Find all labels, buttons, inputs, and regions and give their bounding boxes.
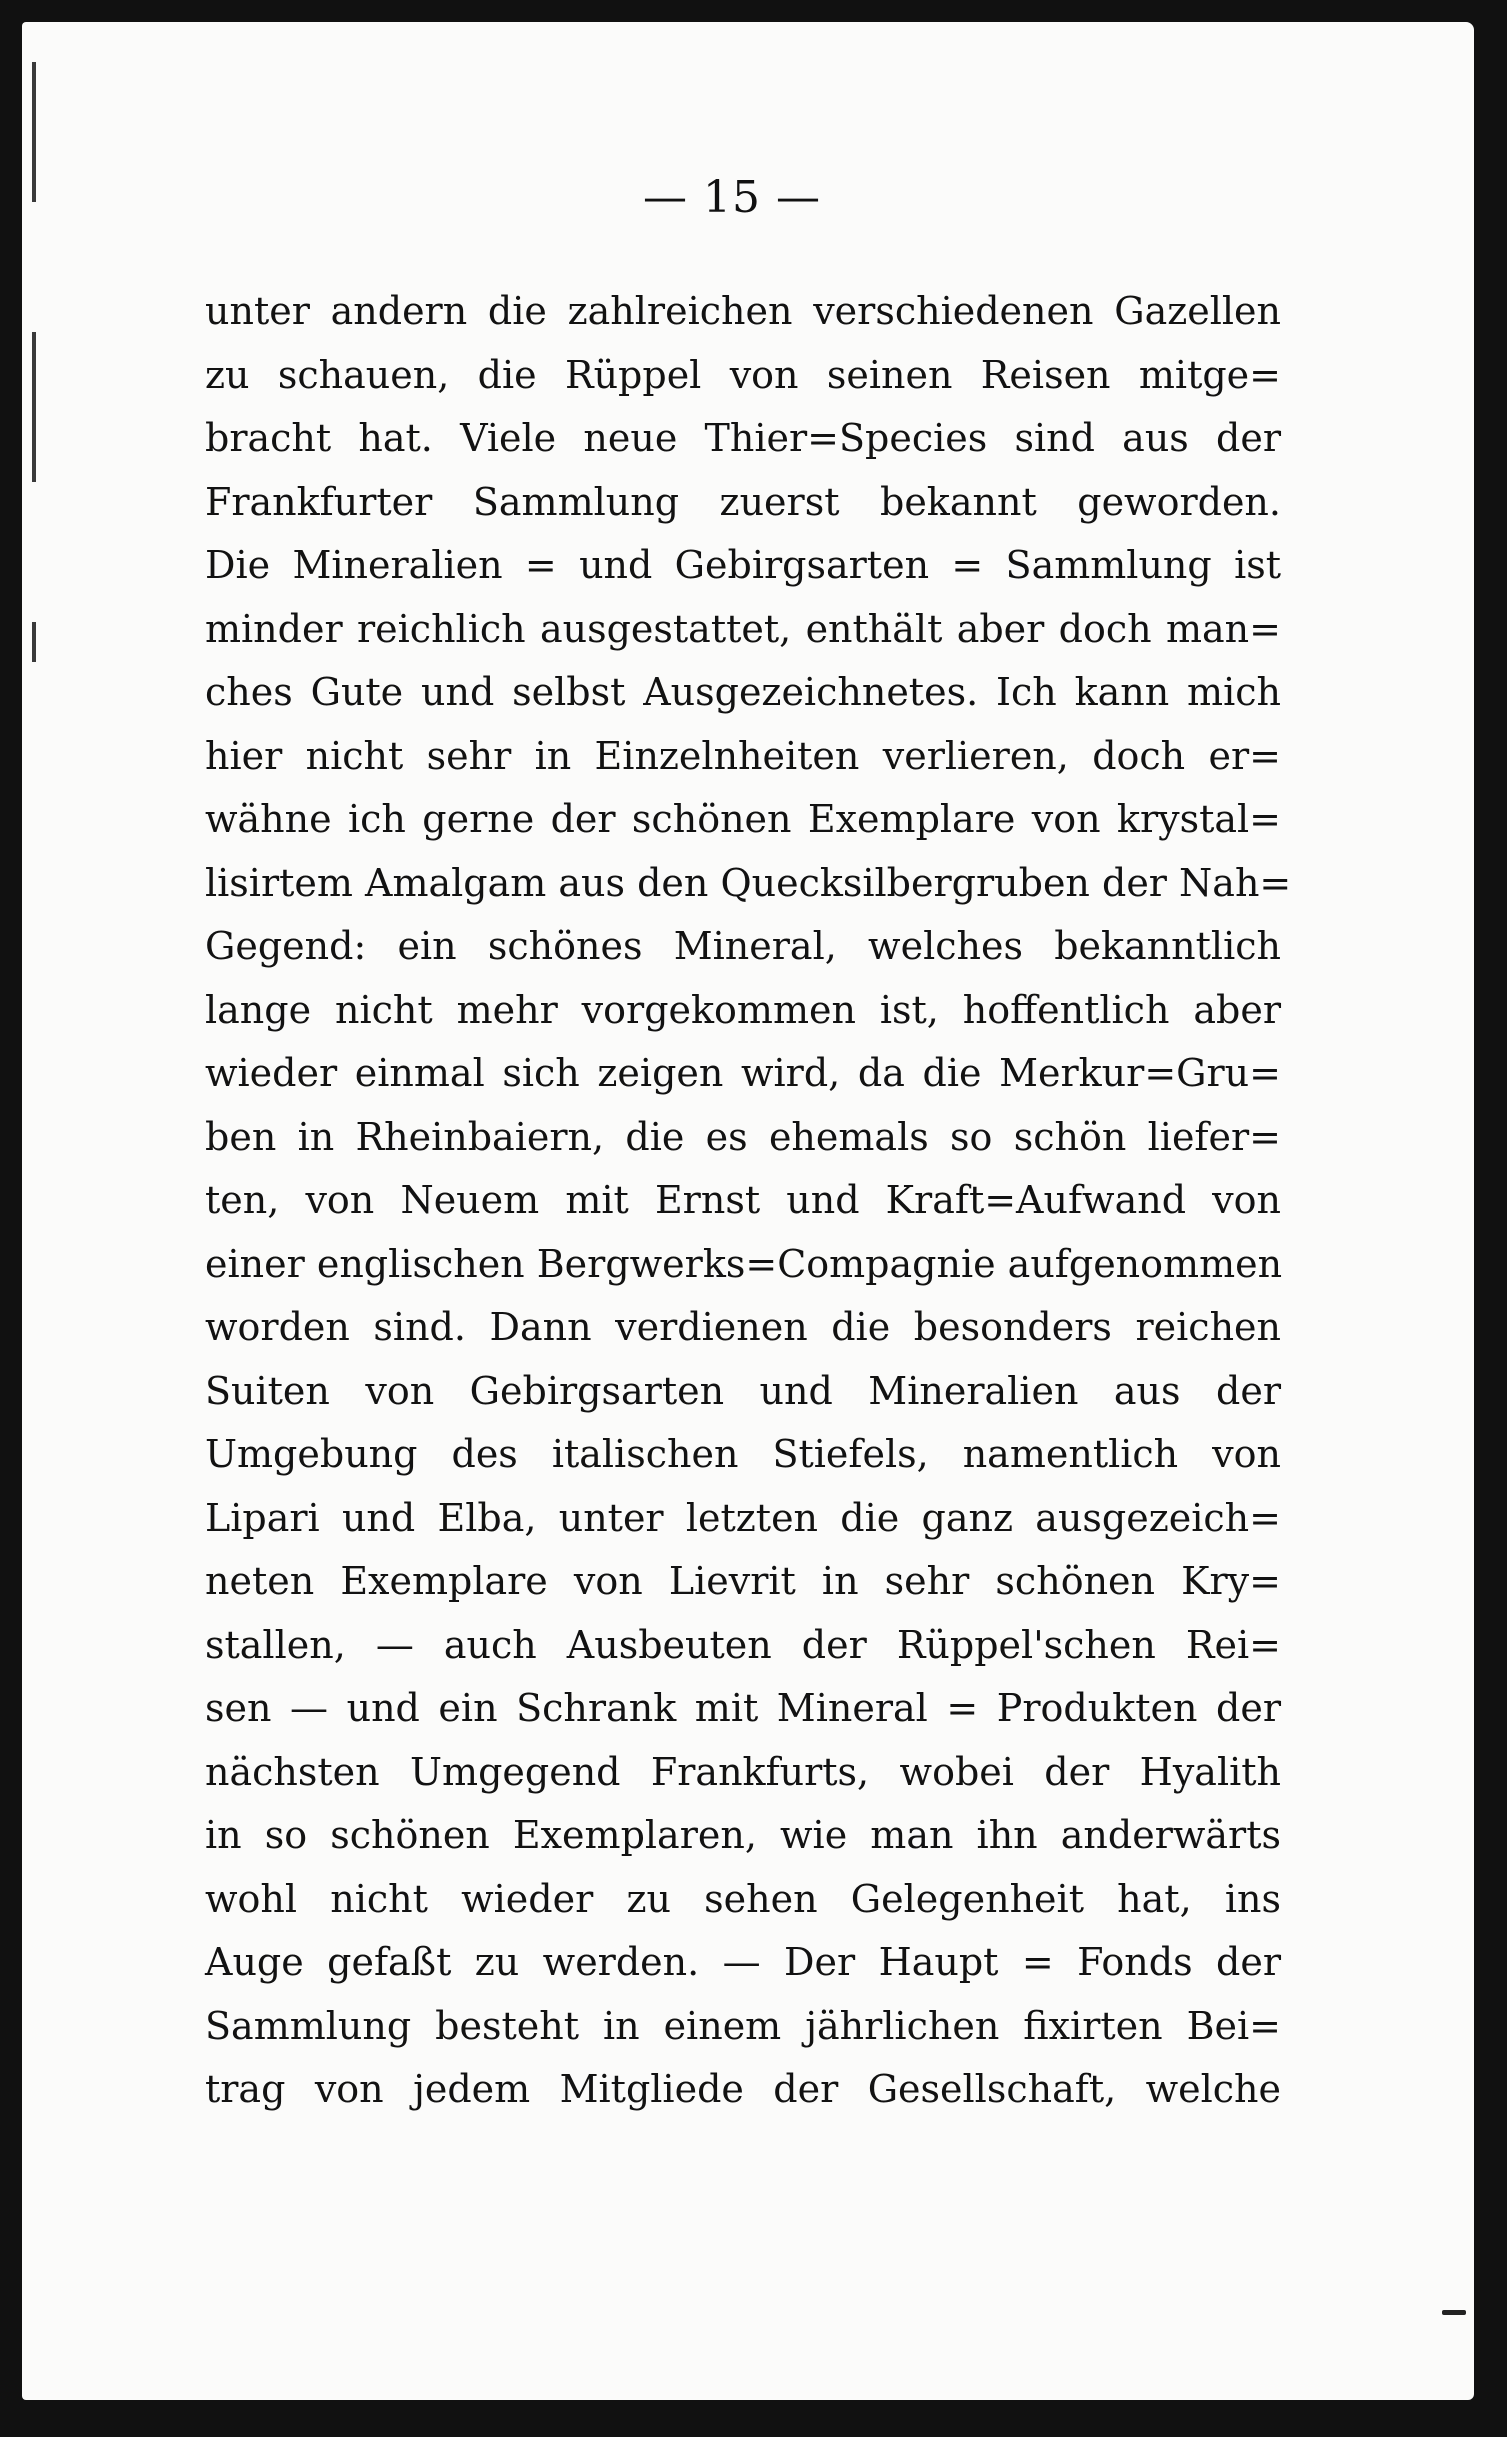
text-line: neten Exemplare von Lievrit in sehr schönen Kry=: [205, 1559, 1281, 1603]
text-line: unter andern die zahlreichen verschiedenen Gazellen: [205, 289, 1281, 333]
text-line: trag von jedem Mitgliede der Gesellschaft, welche: [205, 2067, 1281, 2111]
text-line: lange nicht mehr vorgekommen ist, hoffentlich aber: [205, 987, 1281, 1032]
text-line: Gegend: ein schönes Mineral, welches bekanntlich: [205, 924, 1281, 968]
text-line: Lipari und Elba, unter letzten die ganz ausgezeich=: [205, 1495, 1281, 1540]
text-line: einer englischen Bergwerks=Compagnie aufgenommen: [205, 1241, 1283, 1286]
margin-mark: [1442, 2310, 1466, 2315]
text-line: ben in Rheinbaiern, die es ehemals so schön liefer=: [205, 1114, 1281, 1159]
text-line: Auge gefaßt zu werden. — Der Haupt = Fonds der: [205, 1940, 1281, 1984]
text-line: bracht hat. Viele neue Thier=Species sind aus der: [205, 416, 1281, 460]
text-line: Frankfurter Sammlung zuerst bekannt geworden.: [205, 479, 1281, 524]
text-line: Die Mineralien = und Gebirgsarten = Sammlung ist: [205, 543, 1281, 587]
page-number: — 15 —: [643, 172, 821, 223]
text-line: lisirtem Amalgam aus den Quecksilbergruben der Nah=: [205, 860, 1292, 905]
text-line: hier nicht sehr in Einzelnheiten verlieren, doch er=: [205, 733, 1281, 778]
text-line: Umgebung des italischen Stiefels, namentlich von: [205, 1432, 1281, 1476]
text-line: nächsten Umgegend Frankfurts, wobei der Hyalith: [205, 1749, 1281, 1794]
text-line: ten, von Neuem mit Ernst und Kraft=Aufwand von: [205, 1178, 1281, 1222]
binding-shadow: [32, 622, 36, 662]
text-line: wohl nicht wieder zu sehen Gelegenheit hat, ins: [205, 1876, 1281, 1921]
text-line: minder reichlich ausgestattet, enthält aber doch man=: [205, 606, 1281, 651]
text-line: wieder einmal sich zeigen wird, da die Merkur=Gru=: [205, 1051, 1281, 1095]
text-line: stallen, — auch Ausbeuten der Rüppel'schen Rei=: [205, 1622, 1281, 1667]
text-line: Sammlung besteht in einem jährlichen fixirten Bei=: [205, 2003, 1281, 2048]
binding-shadow: [32, 332, 36, 482]
text-line: ches Gute und selbst Ausgezeichnetes. Ich kann mich: [205, 670, 1281, 714]
text-line: worden sind. Dann verdienen die besonders reichen: [205, 1305, 1281, 1349]
text-line: sen — und ein Schrank mit Mineral = Produkten der: [205, 1686, 1281, 1730]
text-line: Suiten von Gebirgsarten und Mineralien aus der: [205, 1368, 1281, 1413]
body-text: [205, 280, 1292, 2122]
text-line: zu schauen, die Rüppel von seinen Reisen mitge=: [205, 352, 1281, 397]
text-line: in so schönen Exemplaren, wie man ihn anderwärts: [205, 1813, 1281, 1857]
book-page: [22, 22, 1474, 2400]
text-line: wähne ich gerne der schönen Exemplare von krystal=: [205, 797, 1281, 841]
